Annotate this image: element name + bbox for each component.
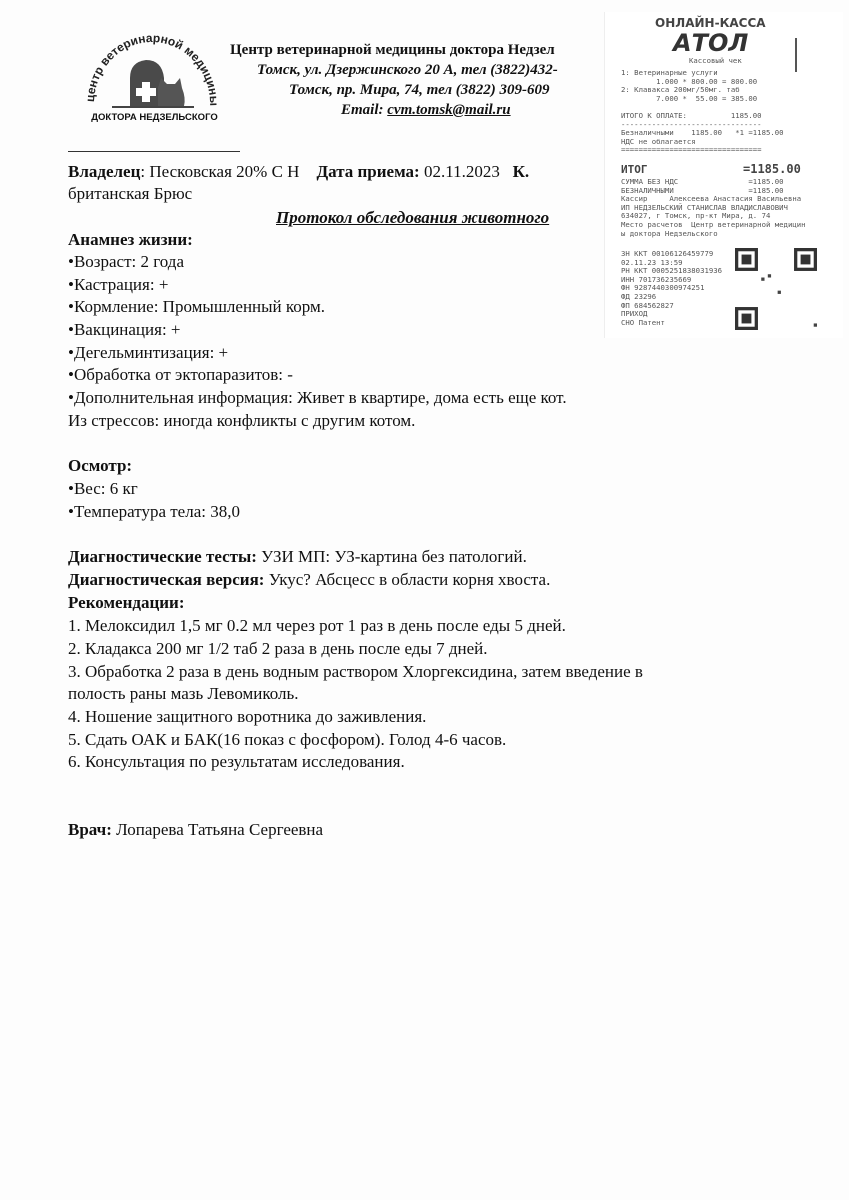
protocol-title: Протокол обследования животного (276, 208, 550, 227)
receipt-total: =1185.00 (743, 162, 801, 176)
anamnesis-item: •Кастрация: + (68, 275, 169, 294)
owner-label: Владелец (68, 162, 141, 181)
receipt-line: НДС не облагается (621, 136, 696, 146)
receipt-mark (795, 38, 797, 72)
receipt-line: ИП НЕДЗЕЛЬСКИЙ СТАНИСЛАВ ВЛАДИСЛАВОВИЧ (621, 202, 788, 212)
anamnesis-item: •Кормление: Промышленный корм. (68, 297, 326, 316)
clinic-name: Центр ветеринарной медицины доктора Недзел (230, 42, 555, 58)
receipt-line: СУММА БЕЗ НДС =1185.00 (621, 177, 784, 186)
recommendation-item: 6. Консультация по результатам исследования. (68, 752, 405, 771)
receipt-line: 1.000 * 800.00 = 800.00 (621, 76, 758, 86)
receipt-total-label: ИТОГ (621, 163, 648, 176)
doctor-label: Врач: (68, 820, 112, 839)
receipt-line: 634027, г Томск, пр-кт Мира, д. 74 (621, 211, 771, 221)
date-label: Дата приема: (316, 162, 420, 181)
anamnesis-item: •Дегельминтизация: + (68, 343, 229, 362)
owner-value: : Песковская 20% С Н (140, 162, 300, 181)
recommendation-item: 5. Сдать ОАК и БАК(16 показ с фосфором). Голод 4-6 часов. (68, 730, 507, 749)
receipt-line: ФД 23296 (621, 291, 657, 301)
receipt-brand-top: ОНЛАЙН-КАССА (655, 16, 766, 30)
receipt-line: Кассир Алексеева Анастасия Васильевна (621, 194, 802, 204)
receipt-line: 1: Ветеринарные услуги (621, 68, 718, 77)
clinic-address-1: Томск, ул. Дзержинского 20 А, тел (3822)432- (257, 62, 558, 78)
exam-item: •Вес: 6 кг (68, 479, 138, 498)
anamnesis-item: Из стрессов: иногда конфликты с другим котом. (68, 411, 416, 430)
cat-icon (158, 78, 185, 106)
divider (68, 151, 240, 152)
exam-heading: Осмотр: (68, 456, 133, 475)
receipt-details (621, 178, 806, 238)
cash-receipt (604, 12, 843, 338)
receipt-line: ПРИХОД (621, 309, 648, 319)
anamnesis-item: •Возраст: 2 года (68, 252, 185, 271)
recommendation-item: 4. Ношение защитного воротника до заживления. (68, 707, 427, 726)
date-value: 02.11.2023 (419, 162, 500, 181)
recommendation-item: полость раны мазь Левомиколь. (68, 684, 299, 703)
tests-value: УЗИ МП: УЗ-картина без патологий. (256, 547, 527, 566)
receipt-line: 02.11.23 13:59 (621, 257, 683, 267)
receipt-line: -------------------------------- (621, 119, 762, 129)
receipt-line: РН ККТ 0005251838031936 (621, 266, 723, 276)
doctor-name: Лопарева Татьяна Сергеевна (111, 820, 324, 839)
recommendation-item: 3. Обработка 2 раза в день водным раствором Хлоргексидина, затем введение в (68, 662, 643, 681)
receipt-line: 2: Клавакса 200мг/50мг. таб (621, 85, 740, 95)
diagnostic-version (68, 570, 550, 590)
receipt-line: ФН 9287440300974251 (621, 283, 705, 293)
receipt-line: ИТОГО К ОПЛАТЕ: 1185.00 (621, 110, 762, 120)
clinic-email-row (341, 102, 511, 119)
receipt-line: ИНН 701736235669 (621, 274, 692, 284)
pet-info: британская Брюс (68, 184, 193, 203)
clinic-address-2: Томск, пр. Мира, 74, тел (3822) 309-609 (289, 82, 550, 98)
receipt-lines (621, 69, 784, 155)
anamnesis-item: •Дополнительная информация: Живет в квартире, дома есть еще кот. (68, 388, 567, 407)
exam-item: •Температура тела: 38,0 (68, 502, 240, 521)
clinic-logo (82, 20, 222, 110)
qr-code[interactable] (735, 248, 817, 330)
receipt-type: Кассовый чек (689, 56, 742, 65)
recommendations-heading: Рекомендации: (68, 593, 185, 612)
logo-caption: ДОКТОРА НЕДЗЕЛЬСКОГО (91, 112, 218, 123)
recommendation-item: 2. Кладакса 200 мг 1/2 таб 2 раза в день после еды 7 дней. (68, 639, 488, 658)
receipt-line: ФП 684562827 (621, 300, 674, 310)
anamnesis-item: •Обработка от эктопаразитов: - (68, 365, 293, 384)
doctor-row (68, 820, 323, 840)
anamnesis-item: •Вакцинация: + (68, 320, 181, 339)
receipt-line: СНО Патент (621, 317, 665, 327)
version-label: Диагностическая версия: (68, 570, 265, 589)
visit-info-row (68, 162, 529, 182)
receipt-line: Безналичными 1185.00 *1 =1185.00 (621, 128, 784, 138)
receipt-line: ================================ (621, 145, 762, 155)
recommendation-item: 1. Мелоксидил 1,5 мг 0.2 мл через рот 1 раз в день после еды 5 дней. (68, 616, 566, 635)
receipt-line: ЗН ККТ 00106126459779 (621, 249, 714, 258)
tests-label: Диагностические тесты: (68, 547, 257, 566)
email-link[interactable]: cvm.tomsk@mail.ru (387, 102, 511, 118)
receipt-fiscal (621, 250, 722, 327)
receipt-brand-logo: АТОЛ (673, 29, 749, 57)
receipt-line: БЕЗНАЛИЧНЫМИ =1185.00 (621, 185, 784, 195)
k-label: К. (512, 162, 530, 181)
version-value: Укус? Абсцесс в области корня хвоста. (264, 570, 551, 589)
diagnostic-tests (68, 547, 527, 567)
logo-arc-text: центр ветеринарной медицины (82, 30, 222, 107)
email-label: Email: (341, 102, 384, 118)
receipt-line: ы доктора Недзельского (621, 228, 718, 238)
receipt-line: 7.000 * 55.00 = 385.00 (621, 93, 758, 103)
receipt-line: Место расчетов Центр ветеринарной медицин (621, 219, 806, 229)
anamnesis-heading: Анамнез жизни: (68, 230, 193, 249)
